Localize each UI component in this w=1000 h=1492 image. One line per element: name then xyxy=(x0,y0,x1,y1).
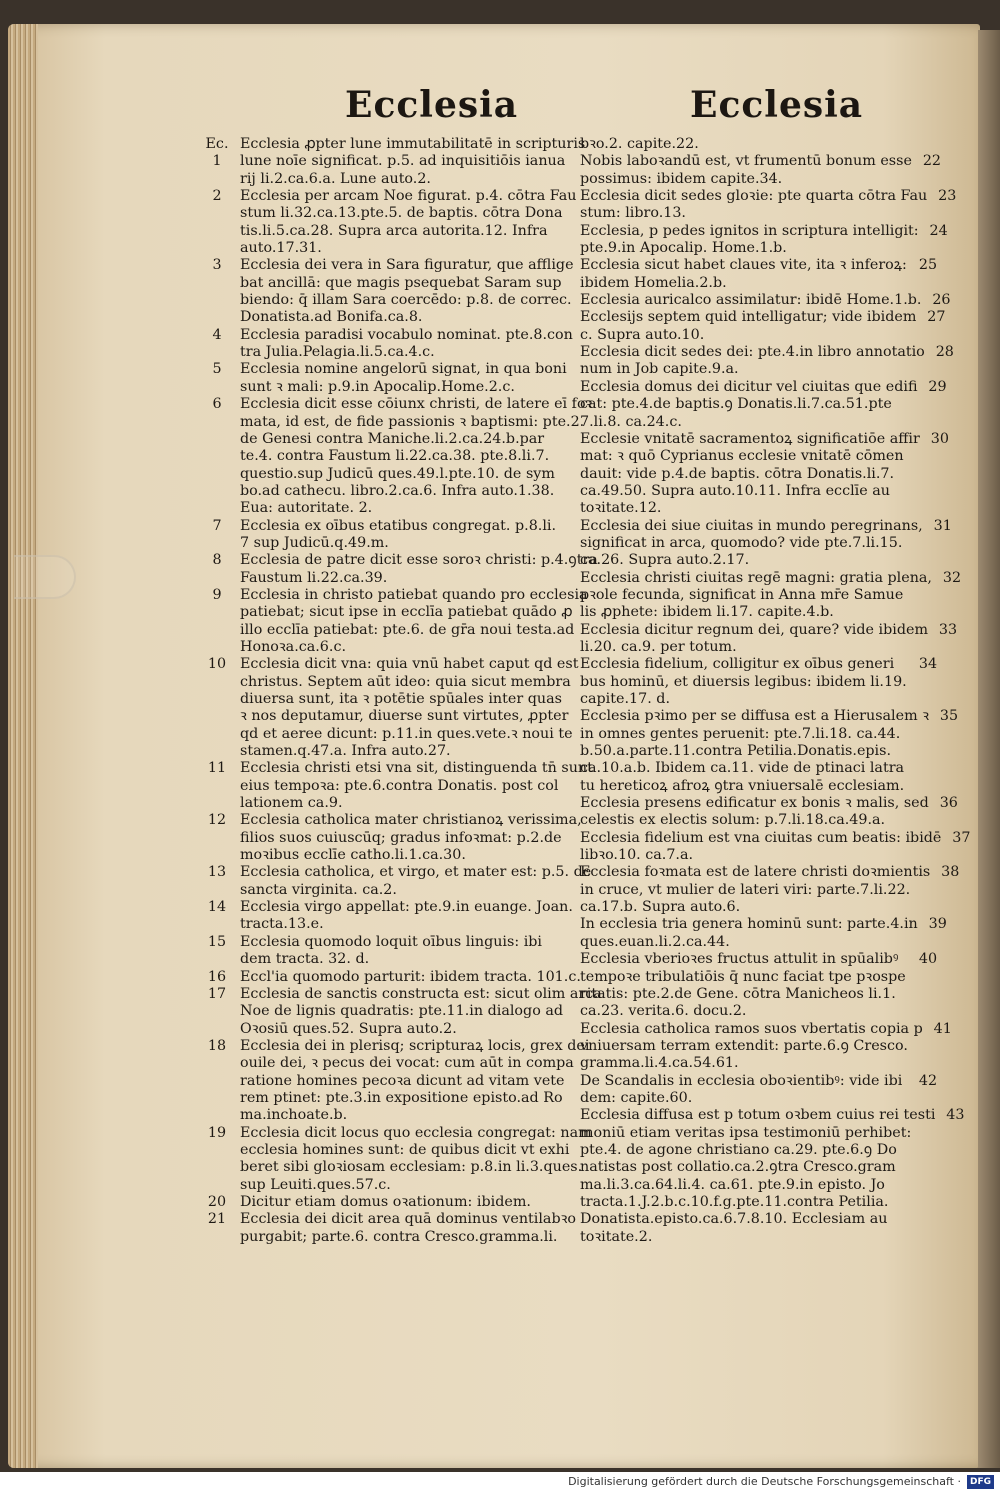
entry-text xyxy=(580,518,923,570)
text-line: mat: ꝛ quō Cyprianus ecclesie vnitatē cōmen xyxy=(580,448,904,465)
entry-text xyxy=(580,344,925,379)
right-column xyxy=(580,136,971,1246)
entry-number: 2 xyxy=(212,188,222,205)
text-line: Ecclesia dicit locus quo ecclesia congregat: nam xyxy=(240,1124,592,1141)
text-line: Ecclesia pꝛimo per se diffusa est a Hierusalem ꝛ xyxy=(580,708,929,725)
entry-number: 1 xyxy=(212,153,222,170)
entry-text xyxy=(240,656,580,760)
text-line: questio.sup Judicū ques.49.l.pte.10. de sym xyxy=(240,465,555,482)
entry-text xyxy=(580,622,928,657)
text-line: ecclesia homines sunt: de quibus dicit vt exhi xyxy=(240,1141,570,1158)
entry-text xyxy=(580,257,908,292)
text-line: ritatis: pte.2.de Gene. cōtra Manicheos li.1. xyxy=(580,985,896,1002)
entry-text xyxy=(240,1125,592,1194)
entry-text xyxy=(580,708,929,795)
text-line: cat: pte.4.de baptis.ꝯ Donatis.li.7.ca.51.pte xyxy=(580,396,892,413)
text-line: pte.4. de agone christiano ca.29. pte.6.ꝯ Do xyxy=(580,1141,897,1158)
text-line: lis ꝓphete: ibidem li.17. capite.4.b. xyxy=(580,604,834,621)
entry-number: 40 xyxy=(918,951,938,968)
text-line: Noe de lignis quadratis: pte.11.in dialogo ad xyxy=(240,1003,564,1020)
text-line: tu hereticoꝝ afroꝝ ꝯtra vniuersalē ecclesiam. xyxy=(580,777,905,794)
entry-text xyxy=(580,431,920,518)
text-line: Donatista.episto.ca.6.7.8.10. Ecclesiam au xyxy=(580,1211,888,1228)
next-page-sliver xyxy=(978,30,1000,1468)
text-line: beret sibi gloꝛiosam ecclesiam: p.8.in li.3.ques. xyxy=(240,1159,583,1176)
text-line: bo.ad cathecu. libro.2.ca.6. Infra auto.1.38. xyxy=(240,482,555,499)
entry-number: 33 xyxy=(938,621,958,638)
text-line: ca.10.a.b. Ibidem ca.11. vide de ptinaci latra xyxy=(580,760,905,777)
text-line: mata, id est, de fide passionis ꝛ baptismi: pte.2. xyxy=(240,413,585,430)
index-entry xyxy=(580,864,960,916)
index-entry xyxy=(580,621,958,657)
entry-text xyxy=(580,153,912,188)
index-entry xyxy=(200,812,580,864)
text-line: toꝛitate.12. xyxy=(580,500,662,517)
text-line: qd̄ et aeree dicunt: p.11.in ques.vete.ꝛ noui te xyxy=(240,725,573,742)
text-line: Ecclesia dicit sedes dei: pte.4.in libro annotatio xyxy=(580,344,925,361)
index-entry xyxy=(580,708,959,795)
entry-text xyxy=(240,864,591,899)
index-entry xyxy=(200,760,593,812)
index-entry xyxy=(580,257,950,292)
entry-text xyxy=(240,552,598,587)
text-line: Ecclesia ex oībus etatibus congregat. p.8.li. xyxy=(240,517,557,534)
text-line: Ecclesia catholica mater christianoꝝ verissima, xyxy=(240,812,582,829)
text-line: ꝛ nos deputamur, diuerse sunt virtutes, ꝓpter xyxy=(240,708,569,725)
entry-text xyxy=(240,587,588,656)
entry-number: 9 xyxy=(212,586,222,603)
entry-text xyxy=(240,257,580,326)
entry-text xyxy=(580,864,930,916)
footer-credit: Digitalisierung gefördert durch die Deutsche Forschungsgemeinschaft · xyxy=(568,1475,961,1488)
index-entry xyxy=(580,292,950,309)
entry-number: 36 xyxy=(939,795,958,812)
entry-number: 43 xyxy=(946,1107,965,1124)
entry-text xyxy=(240,361,580,396)
entry-text xyxy=(240,1211,580,1246)
text-line: Donatista.ad Bonifa.ca.8. xyxy=(240,309,423,326)
index-entry xyxy=(580,916,950,951)
index-entry xyxy=(200,361,580,396)
entry-text xyxy=(580,916,918,951)
entry-number: 26 xyxy=(932,292,951,309)
entry-number: 8 xyxy=(212,552,222,569)
text-line: Ecclesia ꝓpter lune immutabilitatē in scripturis xyxy=(240,136,586,152)
entry-number: 24 xyxy=(929,222,948,239)
text-line: Ecclesia paradisi vocabulo nominat. pte.8.con xyxy=(240,326,573,343)
text-line: bꝛo.2. capite.22. xyxy=(580,136,699,152)
entry-number: 30 xyxy=(930,430,949,447)
text-line: Ecclesia de patre dicit esse soroꝛ christi: p.4.ꝯtra xyxy=(240,552,598,569)
text-line: li.20. ca.9. per totum. xyxy=(580,638,737,655)
text-line: Ecclesia dicit sedes gloꝛie: pte quarta cōtra Fau xyxy=(580,188,928,205)
text-line: biendo: q̄ illam Sara coercēdo: p.8. de correc. xyxy=(240,292,572,309)
text-line: Ecclesia christi etsi vna sit, distinguenda tn̄ sunt xyxy=(240,760,593,777)
entry-number: 3 xyxy=(212,257,222,274)
entry-number: 29 xyxy=(928,378,947,395)
text-line: pꝛole fecunda, significat in Anna mr̄e Samue xyxy=(580,586,904,603)
entry-number: 25 xyxy=(918,257,938,274)
text-line: Ecclesia de sanctis constructa est: sicut olim arca xyxy=(240,985,602,1002)
text-line: toꝛitate.2. xyxy=(580,1228,653,1245)
entry-number: 4 xyxy=(212,326,222,343)
entry-text xyxy=(240,934,580,969)
entry-text xyxy=(240,327,580,362)
text-line: lune noīe significat. p.5. ad inquisitiōis ianua xyxy=(240,153,566,170)
text-line: 7.li.8. ca.24.c. xyxy=(580,413,682,430)
entry-text xyxy=(240,1038,589,1125)
text-line: 7 sup Judicū.q.49.m. xyxy=(240,534,389,551)
text-line: Ecclesia presens edificatur ex bonis ꝛ malis, sed xyxy=(580,795,929,812)
entry-number: 17 xyxy=(207,985,227,1002)
text-line: Honoꝛa.ca.6.c. xyxy=(240,638,347,655)
text-line: Ecclesia in christo patiebat quando pro ecclesia xyxy=(240,586,588,603)
index-entry xyxy=(200,586,588,656)
entry-number: 7 xyxy=(212,517,222,534)
index-entry xyxy=(580,344,954,379)
text-line: Eccl'ia quomodo parturit: ibidem tracta. 101.c. xyxy=(240,968,581,985)
index-entry xyxy=(200,518,580,553)
entry-text xyxy=(240,969,581,986)
text-line: sunt ꝛ mali: p.9.in Apocalip.Home.2.c. xyxy=(240,378,515,395)
entry-text xyxy=(580,1107,935,1246)
entry-text xyxy=(240,812,582,864)
text-line: te.4. contra Faustum li.22.ca.38. pte.8.li.7. xyxy=(240,448,550,465)
text-line: Ecclesia per arcam Noe figurat. p.4. cōtra Fau xyxy=(240,188,577,205)
entry-text xyxy=(580,951,908,1020)
footer-bar xyxy=(0,1472,1000,1492)
text-line: natistas post collatio.ca.2.ꝯtra Cresco.gram xyxy=(580,1159,896,1176)
index-entry xyxy=(200,864,592,899)
text-line: Ecclesia catholica ramos suos vbertatis copia p xyxy=(580,1020,923,1037)
entry-number: 34 xyxy=(918,656,938,673)
entry-text xyxy=(240,1194,580,1211)
text-line: Eua: autoritate. 2. xyxy=(240,500,373,517)
text-line: dem: capite.60. xyxy=(580,1089,693,1106)
index-entry xyxy=(200,969,580,986)
text-line: Ecclesia quomodo loquit oībus linguis: ibi xyxy=(240,933,543,950)
index-entry xyxy=(200,327,580,362)
index-entry xyxy=(200,552,598,587)
index-entry xyxy=(580,518,950,570)
text-line: dauit: vide p.4.de baptis. cōtra Donatis.li.7. xyxy=(580,465,895,482)
running-header-right: Ecclesia xyxy=(690,84,864,126)
entry-number: 16 xyxy=(207,968,227,985)
text-line: gramma.li.4.ca.54.61. xyxy=(580,1055,739,1072)
entry-number: 5 xyxy=(212,361,222,378)
entry-text xyxy=(240,396,592,517)
page-stack-edge xyxy=(8,24,38,1468)
text-line: Ecclesia christi ciuitas regē magni: gratia plena, xyxy=(580,569,932,586)
text-line: Ecclesia dei dicit area quā dominus ventilabꝛo xyxy=(240,1211,576,1228)
text-line: c. Supra auto.10. xyxy=(580,326,705,343)
entry-text xyxy=(580,223,919,258)
text-line: ma.li.3.ca.64.li.4. ca.61. pte.9.in episto. Jo xyxy=(580,1176,885,1193)
text-line: Ecclesia dicit vna: quia vnū habet caput qd̄ est xyxy=(240,656,579,673)
entry-number: 14 xyxy=(207,899,227,916)
text-line: ca.17.b. Supra auto.6. xyxy=(580,899,741,916)
entry-text xyxy=(240,188,580,257)
text-line: tracta.13.e. xyxy=(240,916,324,933)
text-line: celestis ex electis solum: p.7.li.18.ca.49.a. xyxy=(580,812,886,829)
text-line: Ecclesia dei siue ciuitas in mundo peregrinans, xyxy=(580,517,923,534)
text-line: tracta.1.J.2.b.c.10.f.g.pte.11.contra Petilia. xyxy=(580,1193,889,1210)
text-line: tra Julia.Pelagia.li.5.ca.4.c. xyxy=(240,344,435,361)
text-line: vniuersam terram extendit: parte.6.ꝯ Cresco. xyxy=(580,1037,908,1054)
index-entry xyxy=(580,795,958,830)
text-line: bus hominū, et diuersis legibus: ibidem li.19. xyxy=(580,673,907,690)
text-line: Ecclesia, p pedes ignitos in scriptura intelligit: xyxy=(580,222,919,239)
text-line: ca.23. verita.6. docu.2. xyxy=(580,1003,747,1020)
entry-text xyxy=(580,1021,923,1073)
text-line: tis.li.5.ca.28. Supra arca autorita.12. Infra xyxy=(240,222,548,239)
text-line: Ecclesia auricalco assimilatur: ibidē Home.1.b. xyxy=(580,292,922,309)
text-line: bat ancillā: que magis psequebat Saram sup xyxy=(240,274,562,291)
entry-number: 11 xyxy=(207,760,227,777)
entry-text xyxy=(240,518,580,553)
entry-number: 13 xyxy=(207,864,227,881)
entry-number: 19 xyxy=(207,1124,227,1141)
text-line: rem ptinet: pte.3.in expositione episto.ad Ro xyxy=(240,1089,563,1106)
entry-number: 12 xyxy=(207,812,227,829)
index-entry xyxy=(580,431,950,518)
index-entry xyxy=(580,188,957,223)
text-line: ratione homines pecoꝛa dicunt ad vitam vete xyxy=(240,1072,565,1089)
index-entry xyxy=(200,396,593,517)
text-line: Dicitur etiam domus oꝛationum: ibidem. xyxy=(240,1193,531,1210)
text-line: Nobis laboꝛandū est, vt frumentū bonum esse xyxy=(580,153,912,170)
index-entry xyxy=(200,257,580,326)
text-line: significat in arca, quomodo? vide pte.7.li.15. xyxy=(580,534,903,551)
text-line: ibidem Homelia.2.b. xyxy=(580,274,727,291)
text-line: Ecclesia sicut habet claues vite, ita ꝛ inferoꝝ: xyxy=(580,257,907,274)
entry-number: 32 xyxy=(942,569,962,586)
index-entry xyxy=(580,1073,950,1108)
text-line: Ecclesia fidelium est vna ciuitas cum beatis: ibidē xyxy=(580,829,942,846)
entry-text xyxy=(580,656,908,708)
text-line: Oꝛosiū ques.52. Supra auto.2. xyxy=(240,1020,457,1037)
text-line: ques.euan.li.2.ca.44. xyxy=(580,933,730,950)
entry-text xyxy=(580,1073,908,1108)
entry-text xyxy=(580,309,916,344)
entry-number: 21 xyxy=(207,1211,227,1228)
text-line: sancta virginita. ca.2. xyxy=(240,881,397,898)
index-entry xyxy=(200,934,580,969)
index-entry xyxy=(200,985,602,1038)
entry-number: 41 xyxy=(933,1020,952,1037)
entry-text xyxy=(240,136,585,153)
text-line: num in Job capite.9.a. xyxy=(580,361,739,378)
text-line: tempoꝛe tribulatiōis q̄ nunc faciat tpe pꝛospe xyxy=(580,968,906,985)
text-line: ma.inchoate.b. xyxy=(240,1107,348,1124)
index-entry xyxy=(580,1021,950,1073)
entry-number: 18 xyxy=(207,1037,227,1054)
text-line: Ecclesia dei vera in Sara figuratur, que afflige xyxy=(240,257,574,274)
text-line: Ecclesia dei in plerisq; scripturaꝝ locis, grex dei xyxy=(240,1037,590,1054)
index-entry xyxy=(580,223,950,258)
text-line: stum li.32.ca.13.pte.5. de baptis. cōtra Dona xyxy=(240,205,563,222)
left-column xyxy=(200,136,602,1246)
text-line: Faustum li.22.ca.39. xyxy=(240,569,388,586)
text-line: Ecclesia nomine angelorū signat, in qua boni xyxy=(240,361,567,378)
text-line: patiebat; sicut ipse in ecclīa patiebat quādo ꝓ xyxy=(240,604,573,621)
text-line: lationem ca.9. xyxy=(240,795,343,812)
text-line: In ecclesia tria genera hominū sunt: parte.4.in xyxy=(580,916,918,933)
entry-text xyxy=(580,292,921,309)
entry-number: 15 xyxy=(207,933,227,950)
index-entry xyxy=(580,951,950,1020)
index-entry xyxy=(200,153,580,188)
text-line: moꝛibus ecclīe catho.li.1.ca.30. xyxy=(240,847,466,864)
text-line: ouile dei, ꝛ pecus dei vocat: cum aūt in compa xyxy=(240,1055,574,1072)
text-line: illo ecclīa patiebat: pte.6. de gr̄a noui testa.ad xyxy=(240,621,575,638)
entry-number: 37 xyxy=(952,829,971,846)
index-entry xyxy=(200,188,580,257)
text-line: auto.17.31. xyxy=(240,240,322,257)
entry-number: 28 xyxy=(935,344,954,361)
entry-number: 27 xyxy=(927,309,946,326)
entry-text xyxy=(580,570,932,622)
text-line: b.50.a.parte.11.contra Petilia.Donatis.epis. xyxy=(580,743,892,760)
index-entry xyxy=(580,309,950,344)
index-entry xyxy=(200,1124,592,1194)
text-line: De Scandalis in ecclesia oboꝛientibꝰ: vide ibi xyxy=(580,1072,903,1089)
text-line: capite.17. d. xyxy=(580,691,670,707)
text-line: purgabit; parte.6. contra Cresco.gramma.li. xyxy=(240,1228,558,1245)
text-line: Ecclesia vberioꝛes fructus attulit in spūalibꝰ xyxy=(580,951,899,968)
entry-number: 31 xyxy=(933,517,952,534)
entry-number: 39 xyxy=(928,916,947,933)
bookmark-clip xyxy=(14,555,76,599)
text-line: ca.49.50. Supra auto.10.11. Infra ecclīe au xyxy=(580,482,890,499)
entry-number: 10 xyxy=(207,656,227,673)
text-line: Ecclesia fidelium, colligitur ex oībus generi xyxy=(580,656,895,673)
text-line: Ecclesia dicitur regnum dei, quare? vide ibidem xyxy=(580,621,928,638)
index-entry xyxy=(580,153,950,188)
index-entry xyxy=(580,829,971,865)
text-line: moniū etiam veritas ipsa testimoniū perhibet: xyxy=(580,1124,912,1141)
entry-number xyxy=(908,136,948,153)
text-line: in cruce, vt mulier de lateri viri: parte.7.li.22. xyxy=(580,881,911,898)
index-entry xyxy=(200,1211,580,1246)
text-line: de Genesi contra Maniche.li.2.ca.24.b.par xyxy=(240,430,545,447)
text-line: Ecclesia catholica, et virgo, et mater est: p.5. de xyxy=(240,864,592,881)
text-line: Ecclesia dicit esse cōiunx christi, de latere eī foꝛ xyxy=(240,396,593,413)
text-line: stamen.q.47.a. Infra auto.27. xyxy=(240,743,451,760)
index-entry xyxy=(200,899,580,934)
entry-number: 38 xyxy=(941,864,960,881)
entry-text xyxy=(580,379,918,431)
entry-number: 20 xyxy=(207,1193,227,1210)
index-entry xyxy=(580,379,950,431)
index-entry xyxy=(200,136,586,153)
entry-text xyxy=(240,153,580,188)
entry-number: 42 xyxy=(918,1072,938,1089)
text-line: Ecclesie vnitatē sacramentoꝝ significatiōe affir xyxy=(580,430,920,447)
text-line: Ecclesijs septem quid intelligatur; vide ibidem xyxy=(580,309,917,326)
text-line: Ecclesia diffusa est p totum oꝛbem cuius rei testi xyxy=(580,1107,936,1124)
text-line: libꝛo.10. ca.7.a. xyxy=(580,847,694,864)
entry-text xyxy=(580,830,941,865)
index-entry xyxy=(200,656,580,760)
entry-text xyxy=(580,136,908,153)
entry-text xyxy=(580,188,927,223)
running-header-left: Ecclesia xyxy=(345,84,519,126)
entry-number: 35 xyxy=(939,708,959,725)
text-line: eius tempoꝛa: pte.6.contra Donatis. post col xyxy=(240,777,559,794)
entry-number: 6 xyxy=(212,396,222,413)
text-line: Ecclesia domus dei dicitur vel ciuitas que edifi xyxy=(580,378,918,395)
text-line: dem tracta. 32. d. xyxy=(240,951,370,968)
text-line: in omnes gentes peruenit: pte.7.li.18. ca.44. xyxy=(580,725,901,742)
index-entry xyxy=(200,1037,590,1125)
text-line: pte.9.in Apocalip. Home.1.b. xyxy=(580,240,787,257)
text-line: ca.26. Supra auto.2.17. xyxy=(580,552,750,569)
entry-number: Ec. xyxy=(205,136,229,152)
index-entry xyxy=(580,569,962,622)
entry-text xyxy=(240,760,593,812)
text-line: possimus: ibidem capite.34. xyxy=(580,170,783,187)
entry-number: 23 xyxy=(938,188,957,205)
entry-text xyxy=(240,899,580,934)
text-line: christus. Septem aūt ideo: quia sicut membra xyxy=(240,673,571,690)
entry-text xyxy=(580,795,929,830)
index-entry xyxy=(580,1107,965,1246)
text-line: Ecclesia foꝛmata est de latere christi doꝛmientis xyxy=(580,864,931,881)
index-entry xyxy=(580,136,950,153)
text-line: diuersa sunt, ita ꝛ potētie spūales inter quas xyxy=(240,691,562,707)
dfg-logo: DFG xyxy=(967,1475,994,1489)
text-line: Ecclesia virgo appellat: pte.9.in euange. Joan. xyxy=(240,899,573,916)
text-line: rij li.2.ca.6.a. Lune auto.2. xyxy=(240,170,431,187)
index-entry xyxy=(580,656,950,708)
index-entry xyxy=(200,1194,580,1211)
text-line: sup Leuiti.ques.57.c. xyxy=(240,1176,391,1193)
text-line: filios suos cuiuscūq; gradus infoꝛmat: p.2.de xyxy=(240,829,562,846)
text-line: stum: libro.13. xyxy=(580,205,686,222)
entry-number: 22 xyxy=(922,153,942,170)
entry-text xyxy=(240,986,602,1038)
